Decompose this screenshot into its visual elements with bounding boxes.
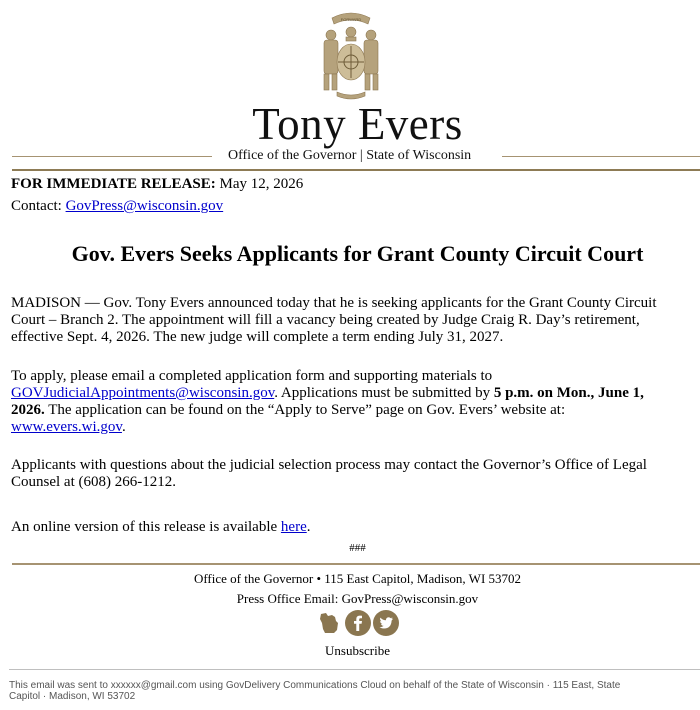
end-mark: ### (349, 542, 366, 554)
paragraph-line: Counsel at (608) 266-1212. (11, 474, 176, 490)
paragraph-line: To apply, please email a completed application form and supporting materials to (11, 368, 493, 384)
paragraph-line (11, 385, 700, 402)
facebook-icon[interactable] (344, 609, 372, 637)
paragraph-line: Applicants with questions about the judicial selection process may contact the Governor’s Office of Legal (11, 457, 647, 473)
unsubscribe-link[interactable]: Unsubscribe (325, 643, 390, 658)
paragraph-text: An online version of this release is available (11, 519, 281, 535)
wisconsin-icon[interactable] (315, 609, 343, 637)
twitter-icon[interactable] (372, 609, 400, 637)
evers-website-link[interactable]: www.evers.wi.gov (11, 419, 122, 435)
seal-banner-text: FORWARD (340, 17, 362, 22)
header-rule-right (502, 156, 700, 157)
disclaimer-line: Capitol · Madison, WI 53702 (9, 691, 136, 702)
header-divider (12, 169, 700, 171)
release-label: FOR IMMEDIATE RELEASE: (11, 176, 216, 192)
online-version-line (11, 519, 700, 536)
contact-label: Contact: (11, 198, 62, 214)
footer-press-email: Press Office Email: GovPress@wisconsin.gov (236, 591, 479, 606)
paragraph-line: MADISON — Gov. Tony Evers announced today that he is seeking applicants for the Grant County Circuit (11, 295, 657, 311)
state-seal-logo (310, 8, 392, 100)
paragraph-questions (11, 457, 700, 491)
disclaimer-divider (9, 669, 700, 670)
release-line (11, 176, 303, 193)
paragraph-text: . (306, 519, 311, 535)
deadline-year: 2026. (11, 402, 45, 418)
email-disclaimer (9, 680, 620, 702)
deadline-text: 5 p.m. on Mon., June 1, (493, 385, 644, 401)
header-rule-left (12, 156, 212, 157)
headline: Gov. Evers Seeks Applicants for Grant County Circuit Court (71, 241, 644, 266)
online-version-link[interactable]: here (280, 519, 307, 535)
paragraph-line (11, 419, 700, 436)
paragraph-apply (11, 368, 700, 436)
paragraph-text: . (121, 419, 126, 435)
paragraph-line: Court – Branch 2. The appointment will fill a vacancy being created by Judge Craig R. Day’s retirement, (11, 312, 640, 328)
contact-line (11, 198, 223, 215)
paragraph-line (11, 402, 700, 419)
footer-address: Office of the Governor • 115 East Capitol, Madison, WI 53702 (193, 571, 522, 586)
paragraph-announcement (11, 295, 700, 346)
disclaimer-line: This email was sent to xxxxxx@gmail.com using GovDelivery Communications Cloud on behalf of the State of Wisconsin · 115 East, State (9, 680, 621, 691)
governor-name: Tony Evers (252, 99, 463, 149)
judicial-appointments-email-link[interactable]: GOVJudicialAppointments@wisconsin.gov (11, 385, 275, 401)
footer-divider (12, 563, 700, 565)
paragraph-text: The application can be found on the “Apply to Serve” page on Gov. Evers’ website at: (44, 402, 566, 418)
paragraph-text: . Applications must be submitted by (274, 385, 494, 401)
office-subtitle: Office of the Governor | State of Wisconsin (228, 148, 472, 163)
paragraph-line: effective Sept. 4, 2026. The new judge will complete a term ending July 31, 2027. (11, 329, 504, 345)
contact-email-link[interactable]: GovPress@wisconsin.gov (65, 198, 224, 214)
release-date: May 12, 2026 (219, 176, 304, 192)
